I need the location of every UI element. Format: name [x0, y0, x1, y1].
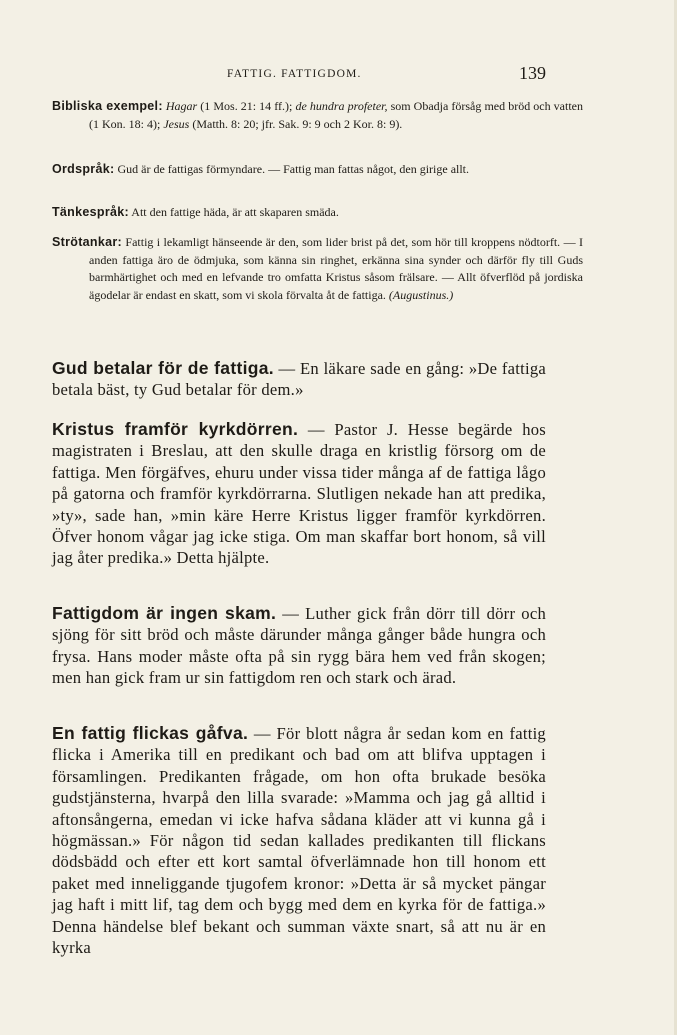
strotankar-label: Strötankar: — [52, 235, 122, 249]
tankesprak-label: Tänkespråk: — [52, 205, 129, 219]
bibliska-ref-profeter: de hundra profeter, — [295, 99, 388, 113]
ordsprak-label: Ordspråk: — [52, 162, 115, 176]
section-gud-betalar — [52, 358, 546, 401]
section-text: — En läkare sade en gång: »De fattiga betala bäst, ty Gud betalar för dem.» — [52, 359, 546, 400]
bibliska-ref-jesus: Jesus — [163, 116, 190, 131]
running-title: FATTIG. FATTIGDOM. — [227, 68, 362, 80]
strotankar — [52, 234, 583, 304]
section-text: — Luther gick från dörr till dörr och sjöng för sitt bröd och måste därunder många gånger både hungra och frysa. Hans moder måste ofta på sin rygg bära hem ved från skogen; men han gick fram ur sin fattigdom ren och stark och ärad. — [52, 604, 546, 688]
section-heading: Fattigdom är ingen skam. — [52, 603, 277, 623]
strotankar-author: (Augustinus.) — [388, 287, 454, 302]
ordsprak-text: Gud är de fattigas förmyndare. — Fattig man fattas något, den girige allt. — [114, 162, 470, 176]
tankesprak-text: Att den fattige häda, är att skaparen smäda. — [128, 205, 339, 219]
bibliska-ref-text: som Obadja försåg med bröd och vatten (1 Kon. 18: 4); — [89, 99, 583, 131]
section-heading: Kristus framför kyrkdörren. — [52, 419, 299, 439]
strotankar-text: Fattig i lekamligt hänseende är den, som lider brist på det, som hör till kroppens nödtorft. — I anden fattiga äro de ödmjuka, som känna sin ringhet, erkänna sina synder och därför fly till Guds barmhärtighet och med en lefvande tro omfatta Kristus såsom frälsare. — Allt öfverflöd på jordiska ägodelar är endast en skatt, som vi skola förvalta åt de fattiga. — [89, 235, 583, 302]
section-heading: En fattig flickas gåfva. — [52, 723, 249, 743]
section-fattig-flicka — [52, 723, 546, 958]
section-text: — För blott några år sedan kom en fattig flicka i Amerika till en predikant och bad om att blifva upptagen i församlingen. Predikanten frågade, om hon ofta brukade besöka gudstjänsterna, hvarpå den lilla svarade: »Mamma och jag gå alltid i aftonsångerna, emedan vi icke hafva sådana kläder att vi kunna gå i högmässan.» För någon tid sedan kallades predikanten till flickans dödsbädd och efter ett kort samtal öfverlämnade hon till honom ett paket med inneliggande tjugofem kronor: »Detta är så mycket pängar jag haft i mitt lif, tag dem och bygg med dem en kyrka för de fattiga.» Denna händelse blef bekant och summan växte snart, så att nu är en kyrka — [52, 724, 546, 958]
section-kristus-kyrkdorren — [52, 419, 546, 569]
bibliska-ref-text: (1 Mos. 21: 14 ff.); — [197, 99, 296, 113]
bibliska-label: Bibliska exempel: — [52, 99, 163, 113]
tankesprak — [52, 204, 546, 222]
ordsprak — [52, 161, 583, 179]
bibliska-ref-text: (Matth. 8: 20; jfr. Sak. 9: 9 och 2 Kor. 8: 9). — [189, 116, 403, 131]
bibliska-ref-hagar: Hagar — [165, 99, 198, 113]
bibliska-exempel — [52, 98, 583, 133]
page-header — [52, 63, 546, 87]
page-number: 139 — [519, 63, 546, 83]
section-fattigdom-skam — [52, 603, 546, 689]
section-heading: Gud betalar för de fattiga. — [52, 358, 274, 378]
section-text: — Pastor J. Hesse begärde hos magistraten i Breslau, att den skulle draga en kristlig försorg om de fattiga. Men förgäfves, ehuru under vissa tider många af de fattiga lågo på gatorna och framför kyrkdörrarna. Slutligen nekade han att predika, »ty», sade han, »min käre Herre Kristus ligger framför kyrkdörren. Öfver honom vågar jag icke stiga. Om man skaffar bort honom, så vill jag åter predika.» Detta hjälpte. — [52, 420, 546, 568]
